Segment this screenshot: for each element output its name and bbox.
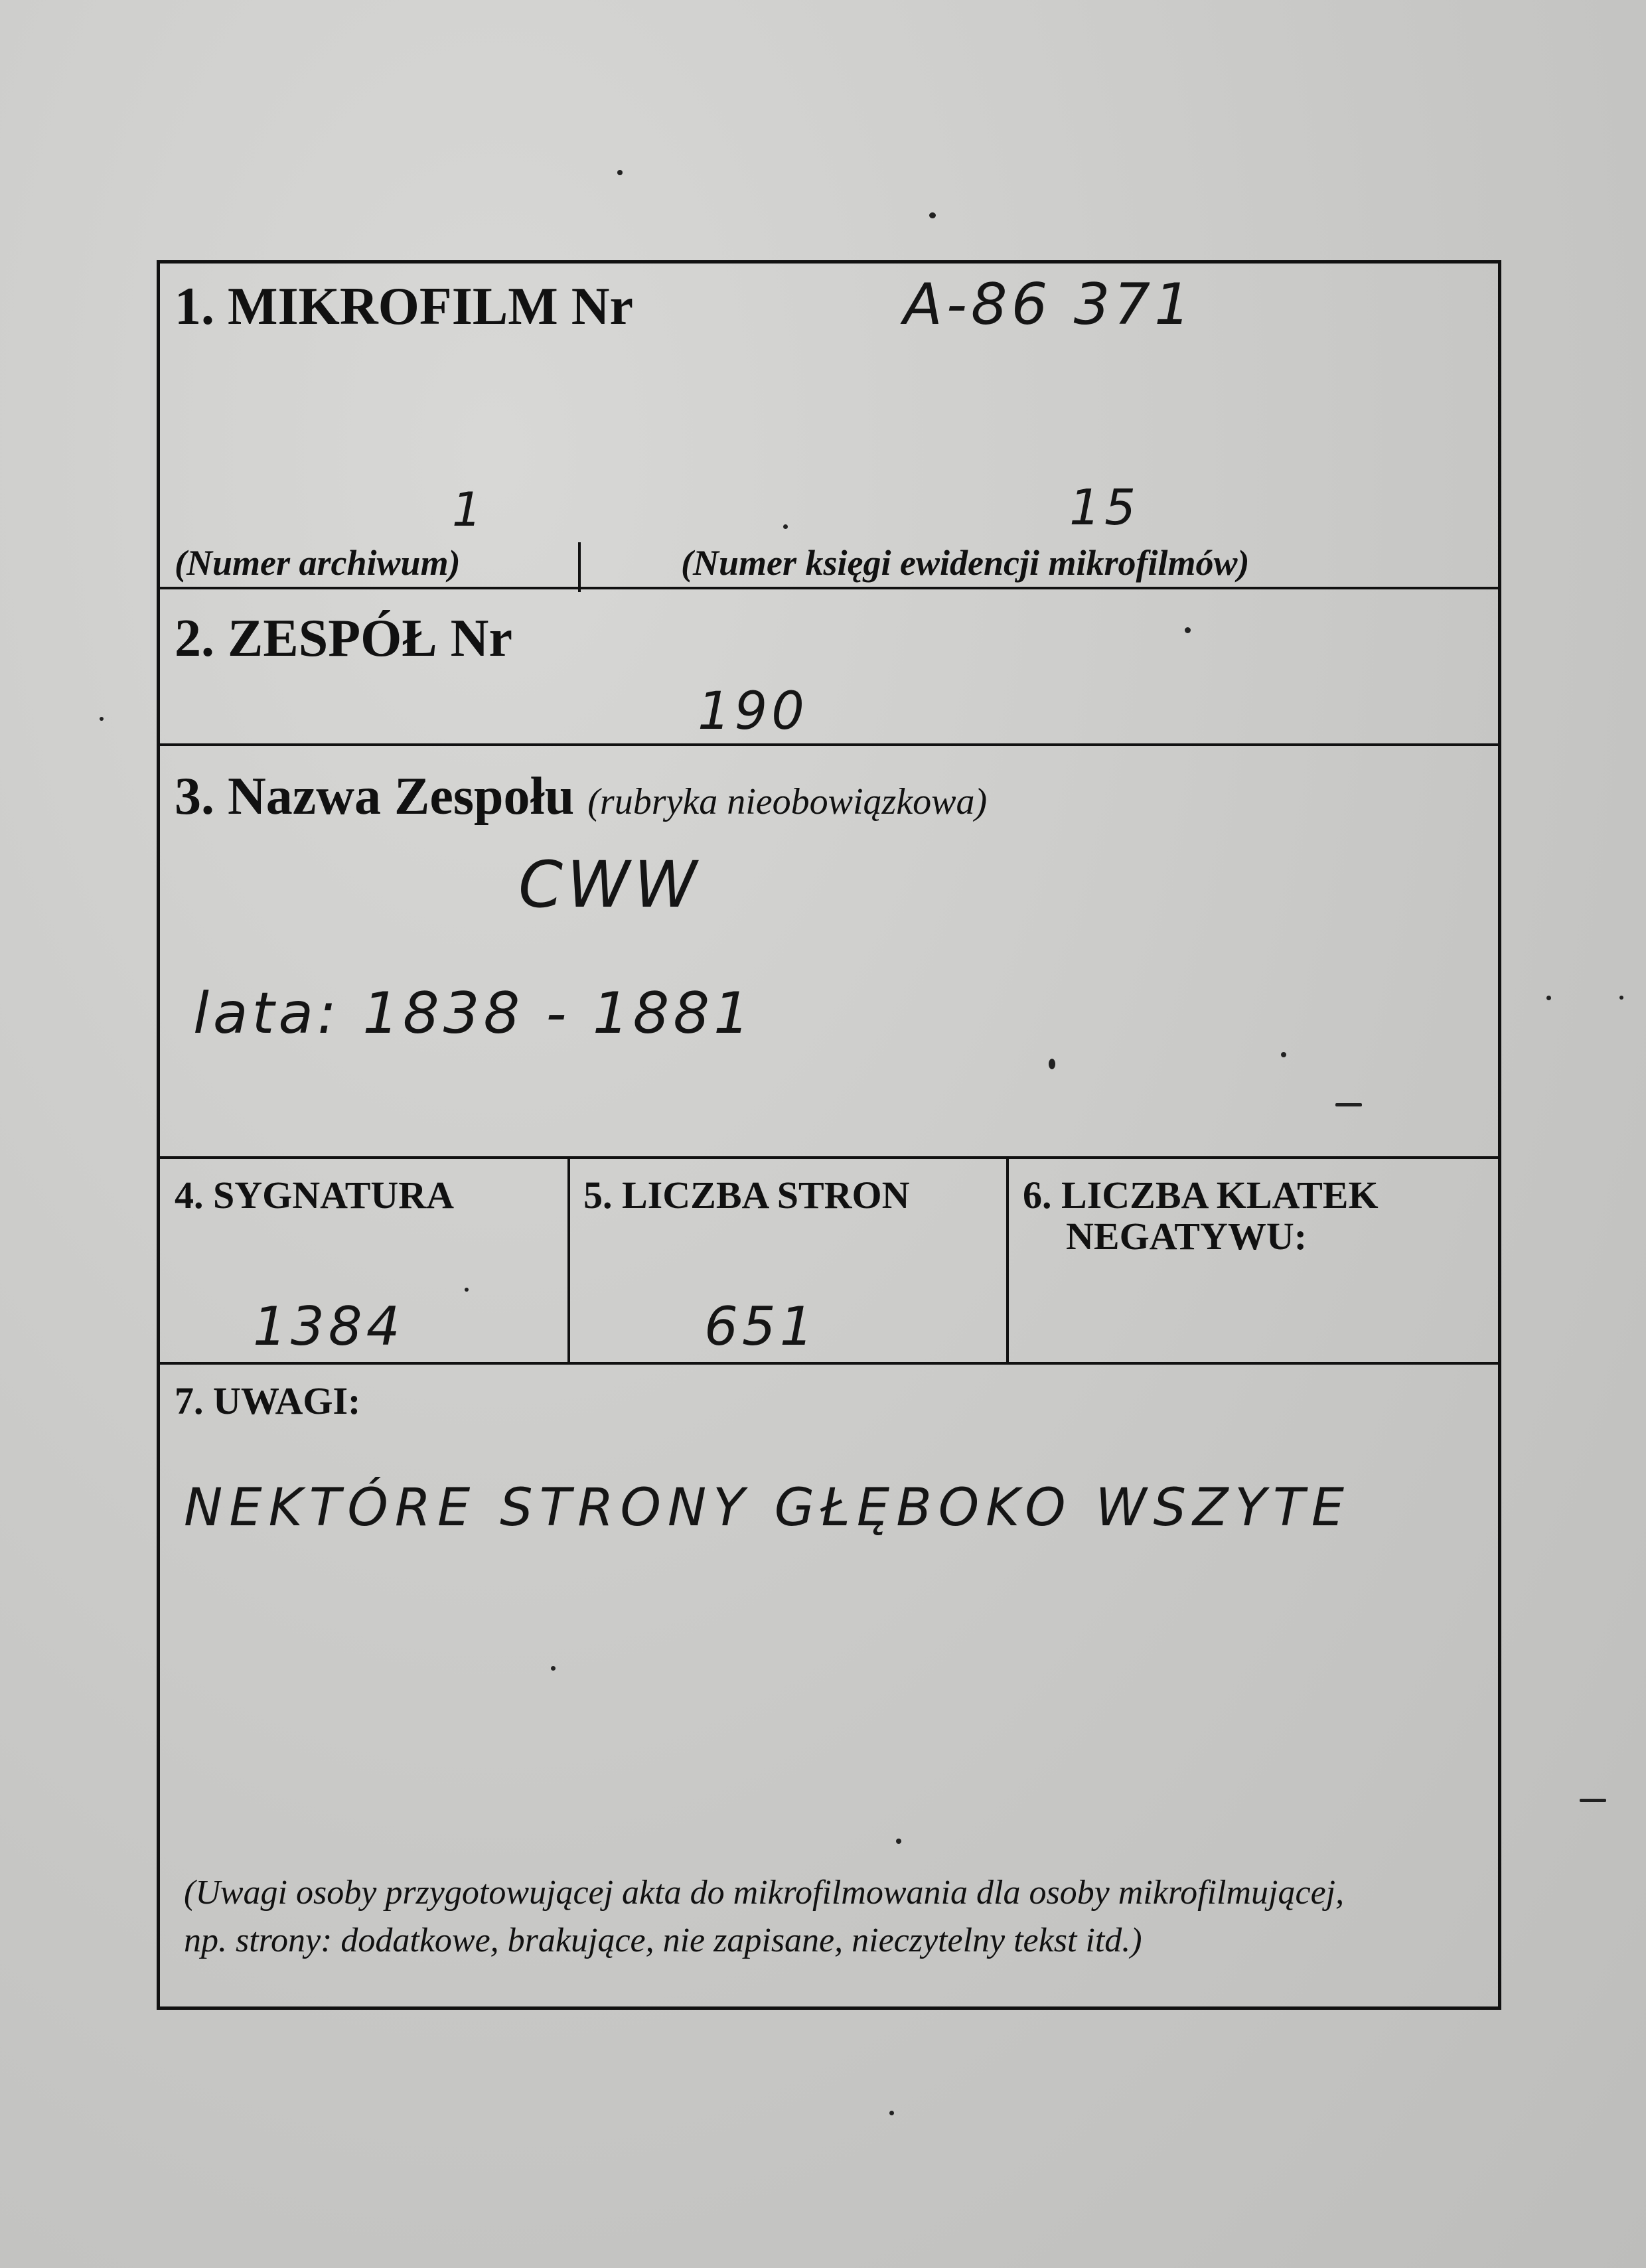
microfilm-number-value: A-86 371 [903,271,1195,338]
fonds-number-label: 2. ZESPÓŁ Nr [175,609,512,668]
speck [617,170,623,175]
divider-1 [160,587,1498,589]
divider-4 [160,1362,1498,1365]
negative-frames-label-line1: 6. LICZBA KLATEK [1023,1173,1379,1217]
page-count-value: 651 [704,1296,818,1357]
column-divider-2 [1006,1156,1009,1363]
speck [889,2111,894,2115]
column-divider-1 [567,1156,570,1363]
remarks-footnote-line1: (Uwagi osoby przygotowującej akta do mikrofilmowania dla osoby mikrofilmującej, [184,1874,1345,1912]
speck [100,717,104,721]
microfilm-number-label: 1. MIKROFILM Nr [175,277,634,336]
fonds-name-value: CWW [518,848,701,922]
remarks-label: 7. UWAGI: [175,1379,361,1422]
register-number-value: 15 [1069,479,1140,536]
speck [929,212,936,218]
remarks-value: NEKTÓRE STRONY GŁĘBOKO WSZYTE [184,1478,1351,1538]
fonds-name-note: (rubryka nieobowiązkowa) [587,781,988,822]
signature-value: 1384 [253,1296,404,1357]
divider-3 [160,1156,1498,1159]
caption-divider [578,542,581,592]
negative-frames-label-line2: NEGATYWU: [1066,1215,1308,1258]
fonds-name-label [175,767,987,827]
speck [1546,996,1551,1000]
archive-number-value: 1 [452,483,486,537]
signature-label: 4. SYGNATURA [175,1173,455,1217]
page-count-label: 5. LICZBA STRON [583,1173,910,1217]
fonds-number-value: 190 [698,682,808,741]
speck [1580,1799,1606,1802]
fonds-years-value: lata: 1838 - 1881 [193,980,754,1047]
microfilm-form [157,260,1501,2010]
register-number-caption: (Numer księgi ewidencji mikrofilmów) [681,543,1250,583]
fonds-name-title: 3. Nazwa Zespołu [175,767,575,826]
remarks-footnote-line2: np. strony: dodatkowe, brakujące, nie zapisane, nieczytelny tekst itd.) [184,1922,1142,1959]
archive-number-caption: (Numer archiwum) [175,543,461,583]
divider-2 [160,743,1498,746]
speck [1619,996,1623,1000]
